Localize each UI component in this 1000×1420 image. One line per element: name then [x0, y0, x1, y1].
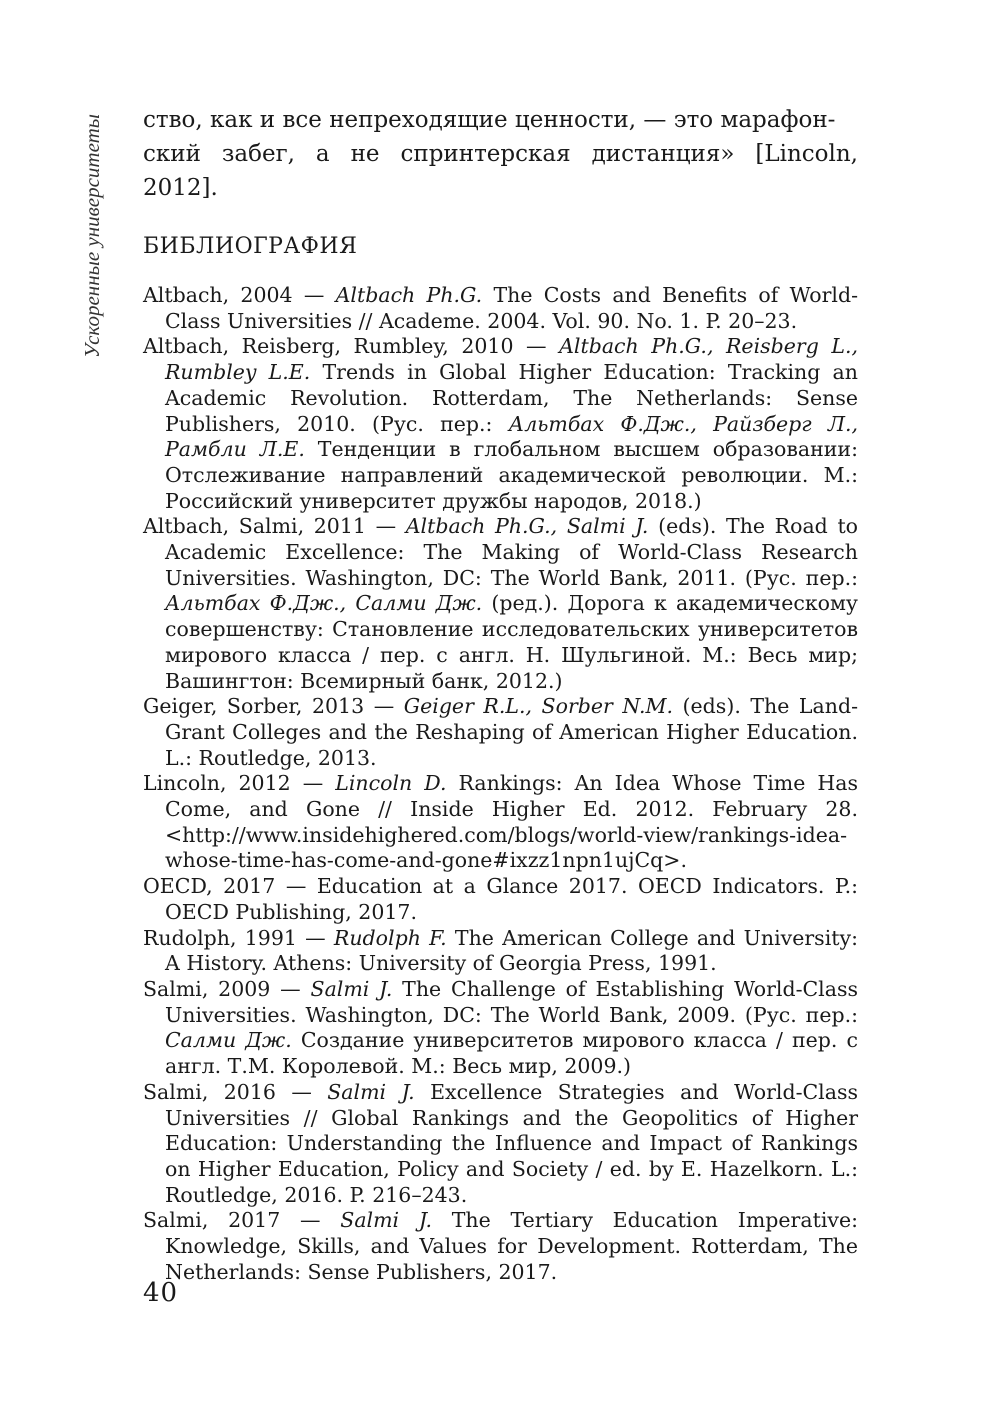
entry-translation-authors: Альтбах Ф.Дж., Райзберг Л., Рамбли Л.Е. [165, 411, 858, 462]
entry-text: Trends in Global Higher Education: Tracking an Academic Revolution. Rotterdam, The Netherlands: Sense Publishers, 2010. (Рус. пер.: [165, 360, 858, 436]
entry-text: The Costs and Benefits of World-Class Universities // Academe. 2004. Vol. 90. No. 1. P. 20–23. [165, 283, 858, 333]
bibliography-entry [143, 334, 858, 514]
bibliography-entry [143, 977, 858, 1080]
bibliography-entry [143, 874, 858, 925]
entry-key: Salmi, 2017 — [143, 1208, 341, 1233]
page-number: 40 [143, 1278, 179, 1308]
entry-key: OECD, 2017 — [143, 874, 317, 899]
bibliography-entry [143, 771, 858, 874]
entry-key: Lincoln, 2012 — [143, 771, 336, 796]
bibliography-entry [143, 514, 858, 694]
bibliography-entry [143, 1080, 858, 1209]
entry-authors: Altbach Ph.G., Reisberg L., Rumbley L.E. [165, 334, 859, 385]
entry-text: Rankings: An Idea Whose Time Has Come, and Gone // Inside Higher Ed. 2012. February 28. <http://www.insidehighered.com/blogs/world-view/rankings-idea-whose-time-has-come-and-gone#ixzz1npn1ujCq>. [165, 771, 858, 873]
entry-translation-text: Создание университетов мирового класса / пер. с англ. Т.М. Королевой. М.: Весь мир, 2009.) [165, 1028, 858, 1079]
entry-text: (eds). The Road to Academic Excellence: The Making of World-Class Research Universities. Washington, DC: The World Bank, 2011. (Рус. пер.: [165, 514, 859, 590]
entry-key: Geiger, Sorber, 2013 — [143, 694, 404, 719]
running-head: Ускоренные университеты [80, 113, 104, 359]
entry-text: The Tertiary Education Imperative: Knowledge, Skills, and Values for Development. Rotterdam, The Netherlands: Sense Publishers, 2017. [165, 1208, 858, 1284]
entry-translation-authors: Альтбах Ф.Дж., Салми Дж. [165, 591, 483, 616]
entry-key: Altbach, 2004 — [143, 283, 336, 307]
intro-paragraph [143, 103, 858, 205]
section-heading: БИБЛИОГРАФИЯ [143, 234, 358, 259]
bibliography-entry [143, 926, 858, 977]
entry-authors: Salmi J. [340, 1208, 432, 1233]
entry-authors: Altbach Ph.G., Salmi J. [405, 514, 649, 539]
entry-text: The Challenge of Establishing World-Class Universities. Washington, DC: The World Bank, 2009. (Рус. пер.: [165, 976, 858, 1027]
entry-text: Excellence Strategies and World-Class Universities // Global Rankings and the Geopolitics of Higher Education: Understanding the Influence and Impact of Rankings on Higher Education, Policy and Society / ed. by E. Hazelkorn. L.: Routledge, 2016. P. 216–243. [165, 1079, 859, 1207]
entry-text: The American College and University: A History. Athens: University of Georgia Press, 1991. [165, 925, 858, 976]
entry-key: Altbach, Reisberg, Rumbley, 2010 — [143, 334, 560, 359]
entry-authors: Rudolph F. [333, 925, 447, 950]
intro-line: ский забег, а не спринтерская дистанция» [Lincoln, 2012]. [143, 141, 858, 201]
entry-text: Education at a Glance 2017. OECD Indicators. P.: OECD Publishing, 2017. [165, 874, 858, 924]
entry-authors: Altbach Ph.G. [335, 283, 483, 307]
entry-translation-text: (ред.). Дорога к академическому совершенству: Становление исследовательских университетов мирового класса / пер. с англ. Н. Шульгиной. М.: Весь мир; Вашингтон: Всемирный банк, 2012.) [165, 591, 858, 693]
intro-line: ство, как и все непреходящие ценности, — это марафон- [143, 107, 836, 133]
bibliography-entry [143, 1208, 858, 1285]
bibliography-entry [143, 283, 858, 334]
bibliography-list [143, 283, 858, 1285]
entry-text: (eds). The Land-Grant Colleges and the Reshaping of American Higher Education. L.: Routledge, 2013. [165, 694, 859, 770]
entry-key: Salmi, 2009 — [143, 976, 311, 1001]
entry-authors: Salmi J. [310, 976, 393, 1001]
entry-key: Salmi, 2016 — [143, 1079, 328, 1104]
entry-translation-authors: Салми Дж. [165, 1028, 292, 1053]
entry-authors: Geiger R.L., Sorber N.M. [403, 694, 673, 719]
entry-key: Altbach, Salmi, 2011 — [143, 514, 406, 539]
entry-translation-text: Тенденции в глобальном высшем образовании: Отслеживание направлений академической революции. М.: Российский университет дружбы народов, 2018.) [165, 437, 859, 513]
bibliography-entry [143, 694, 858, 771]
entry-key: Rudolph, 1991 — [143, 925, 334, 950]
entry-authors: Salmi J. [327, 1079, 415, 1104]
entry-authors: Lincoln D. [335, 771, 447, 796]
page-content [143, 103, 858, 1285]
